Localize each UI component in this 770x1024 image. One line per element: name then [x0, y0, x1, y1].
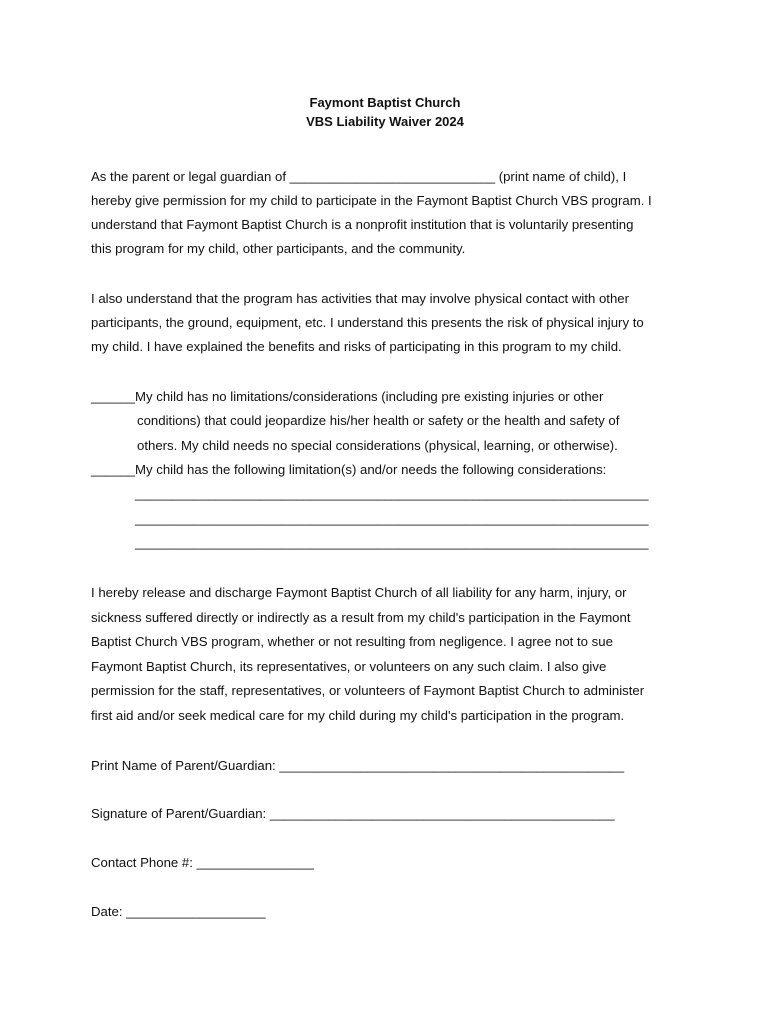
paragraph1-line: As the parent or legal guardian of ____________________________ (print name of child), I [91, 169, 627, 184]
option-has-limitations: ______My child has the following limitation(s) and/or needs the following considerations: [91, 462, 607, 477]
release-paragraph-line: permission for the staff, representatives, or volunteers of Faymont Baptist Church to administer [91, 683, 645, 698]
option-text-line: others. My child needs no special considerations (physical, learning, or otherwise). [137, 438, 618, 453]
considerations-blank-line: ______________________________________________________________________ [135, 486, 649, 501]
release-paragraph-line: Faymont Baptist Church, its representatives, or volunteers on any such claim. I also give [91, 659, 607, 674]
print-name-field: Print Name of Parent/Guardian: _______________________________________________ [91, 758, 625, 773]
paragraph1-line: hereby give permission for my child to participate in the Faymont Baptist Church VBS program. I [91, 193, 652, 208]
considerations-blank-line: ______________________________________________________________________ [135, 511, 649, 526]
release-paragraph-line: first aid and/or seek medical care for my child during my child's participation in the program. [91, 708, 625, 723]
signature-field: Signature of Parent/Guardian: _______________________________________________ [91, 806, 615, 821]
document-title: VBS Liability Waiver 2024 [306, 114, 464, 129]
option-no-limitations: ______My child has no limitations/considerations (including pre existing injuries or other [91, 389, 604, 404]
contact-phone-field: Contact Phone #: ________________ [91, 855, 314, 870]
paragraph2-line: my child. I have explained the benefits and risks of participating in this program to my child. [91, 339, 622, 354]
church-name-heading: Faymont Baptist Church [309, 95, 461, 110]
release-paragraph-line: sickness suffered directly or indirectly as a result from my child's participation in the Faymont [91, 610, 631, 625]
release-paragraph-line: Baptist Church VBS program, whether or not resulting from negligence. I agree not to sue [91, 634, 613, 649]
paragraph1-line: understand that Faymont Baptist Church is a nonprofit institution that is voluntarily presenting [91, 217, 634, 232]
date-field: Date: ___________________ [91, 904, 266, 919]
paragraph2-line: I also understand that the program has activities that may involve physical contact with other [91, 291, 630, 306]
option-text-line: conditions) that could jeopardize his/her health or safety or the health and safety of [137, 413, 620, 428]
paragraph1-line: this program for my child, other participants, and the community. [91, 241, 466, 256]
release-paragraph-line: I hereby release and discharge Faymont Baptist Church of all liability for any harm, injury, or [91, 585, 627, 600]
considerations-blank-line: ______________________________________________________________________ [135, 535, 649, 550]
paragraph2-line: participants, the ground, equipment, etc. I understand this presents the risk of physical injury to [91, 315, 644, 330]
